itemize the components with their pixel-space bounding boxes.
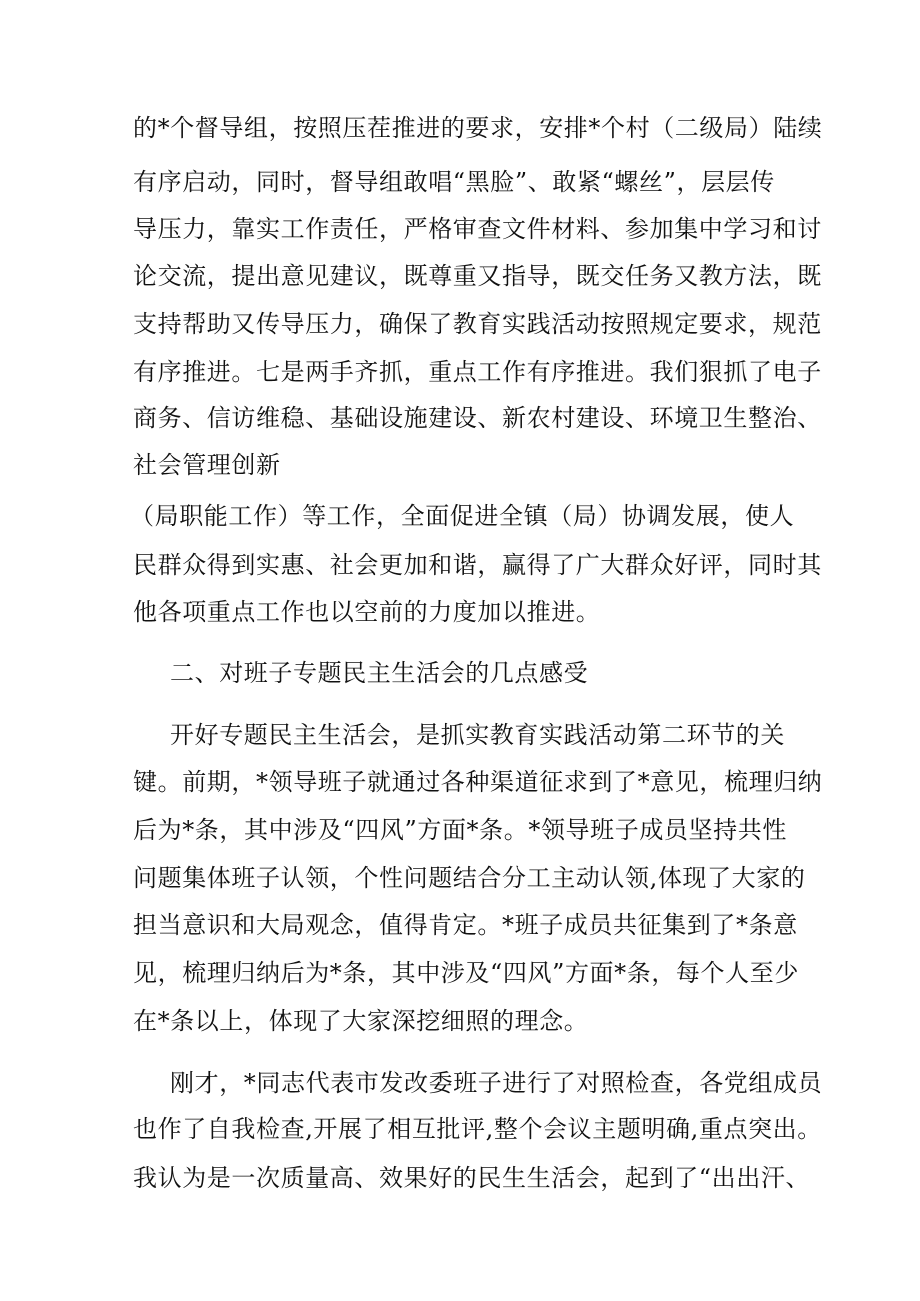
text-line: 论交流，提出意见建议，既尊重又指导，既交任务又教方法，既 (133, 262, 822, 290)
text-line: 问题集体班子认领，个性问题结合分工主动认领,体现了大家的 (133, 864, 806, 892)
text-line: 导压力，靠实工作责任，严格审查文件材料、参加集中学习和讨 (133, 215, 822, 243)
text-line: （局职能工作）等工作，全面促进全镇（局）协调发展，使人 (130, 502, 795, 530)
text-line: 民群众得到实惠、社会更加和谐，赢得了广大群众好评，同时其 (133, 551, 822, 579)
text-line: 支持帮助又传导压力，确保了教育实践活动按照规定要求，规范 (133, 310, 822, 338)
text-line: 有序启动，同时，督导组敢唱“黑脸”、敢紧“螺丝”，层层传 (133, 168, 775, 196)
text-line: 开好专题民主生活会，是抓实教育实践活动第二环节的关 (170, 721, 785, 749)
text-line: 我认为是一次质量高、效果好的民生生活会，起到了“出出汗、 (133, 1164, 811, 1192)
text-line: 的*个督导组，按照压茬推进的要求，安排*个村（二级局）陆续 (133, 114, 823, 142)
text-line: 刚才，*同志代表市发改委班子进行了对照检查，各党组成员 (170, 1069, 823, 1097)
text-line: 社会管理创新 (133, 451, 281, 479)
text-line: 担当意识和大局观念，值得肯定。*班子成员共征集到了*条意 (133, 911, 798, 939)
text-line: 有序推进。七是两手齐抓，重点工作有序推进。我们狠抓了电子 (133, 358, 822, 386)
text-line: 他各项重点工作也以空前的力度加以推进。 (133, 598, 601, 626)
section-heading: 二、对班子专题民主生活会的几点感受 (170, 659, 589, 687)
text-line: 键。前期，*领导班子就通过各种渠道征求到了*意见，梳理归纳 (133, 768, 823, 796)
text-line: 见，梳理归纳后为*条，其中涉及“四风”方面*条，每个人至少 (133, 959, 799, 987)
text-line: 也作了自我检查,开展了相互批评,整个会议主题明确,重点突出。 (133, 1115, 822, 1143)
text-line: 后为*条，其中涉及“四风”方面*条。*领导班子成员坚持共性 (133, 816, 787, 844)
text-line: 商务、信访维稳、基础设施建设、新农村建设、环境卫生整治、 (133, 404, 822, 432)
text-line: 在*条以上，体现了大家深挖细照的理念。 (133, 1007, 589, 1035)
